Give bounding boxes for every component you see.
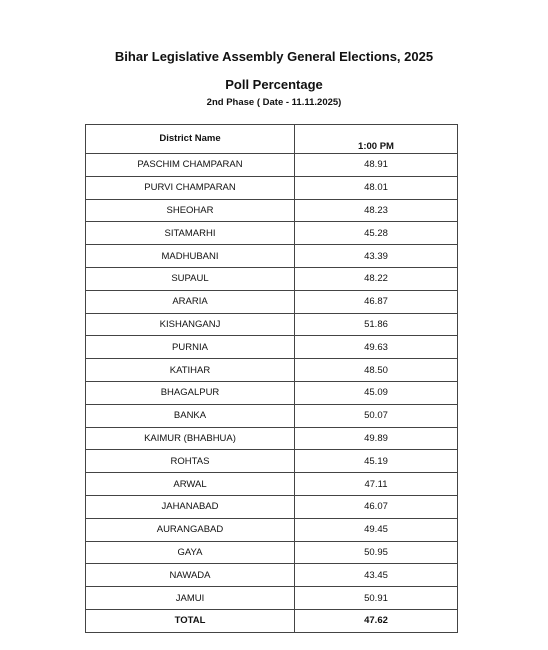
table-row [86,313,458,336]
total-label-cell: TOTAL [86,609,295,632]
poll-percentage-cell: 43.39 [295,245,458,268]
table-row [86,222,458,245]
district-name-cell: PASCHIM CHAMPARAN [86,154,295,177]
district-name-cell: NAWADA [86,564,295,587]
poll-percentage-cell: 46.07 [295,495,458,518]
district-name-cell: ARWAL [86,473,295,496]
table-row [86,290,458,313]
poll-percentage-cell: 51.86 [295,313,458,336]
table-row [86,518,458,541]
district-name-cell: AURANGABAD [86,518,295,541]
phase-date-line: 2nd Phase ( Date - 11.11.2025) [206,97,342,108]
table-row [86,450,458,473]
table-row [86,587,458,610]
total-percentage-cell: 47.62 [295,609,458,632]
district-name-cell: KISHANGANJ [86,313,295,336]
poll-percentage-cell: 48.50 [295,359,458,382]
poll-percentage-cell: 43.45 [295,564,458,587]
district-name-cell: JAHANABAD [86,495,295,518]
poll-percentage-cell: 45.09 [295,381,458,404]
poll-percentage-cell: 45.19 [295,450,458,473]
poll-percentage-cell: 45.28 [295,222,458,245]
poll-percentage-cell: 50.95 [295,541,458,564]
district-name-cell: SUPAUL [86,267,295,290]
table-row [86,336,458,359]
poll-percentage-cell: 48.91 [295,154,458,177]
district-name-cell: KATIHAR [86,359,295,382]
district-name-cell: MADHUBANI [86,245,295,268]
table-row [86,359,458,382]
poll-percentage-cell: 49.45 [295,518,458,541]
table-header-row [86,125,458,154]
district-name-cell: JAMUI [86,587,295,610]
district-name-cell: BANKA [86,404,295,427]
table-row [86,427,458,450]
poll-percentage-cell: 47.11 [295,473,458,496]
poll-percentage-cell: 49.89 [295,427,458,450]
table-row [86,381,458,404]
poll-percentage-cell: 48.23 [295,199,458,222]
district-name-cell: PURVI CHAMPARAN [86,176,295,199]
poll-percentage-cell: 49.63 [295,336,458,359]
document-title: Bihar Legislative Assembly General Elections, 2025 [114,49,434,64]
table-row [86,473,458,496]
district-name-cell: SITAMARHI [86,222,295,245]
table-row [86,154,458,177]
table-row [86,564,458,587]
district-name-cell: GAYA [86,541,295,564]
district-name-cell: ROHTAS [86,450,295,473]
document-subtitle: Poll Percentage [225,77,323,92]
table-row [86,176,458,199]
table-row [86,267,458,290]
district-name-cell: ARARIA [86,290,295,313]
poll-percentage-cell: 48.22 [295,267,458,290]
poll-percentage-cell: 46.87 [295,290,458,313]
district-name-cell: KAIMUR (BHABHUA) [86,427,295,450]
district-name-cell: SHEOHAR [86,199,295,222]
table-row [86,495,458,518]
table-row [86,199,458,222]
table-row [86,245,458,268]
poll-percentage-cell: 50.07 [295,404,458,427]
district-name-cell: BHAGALPUR [86,381,295,404]
table-row [86,404,458,427]
poll-percentage-table [85,124,458,633]
district-name-cell: PURNIA [86,336,295,359]
poll-percentage-cell: 50.91 [295,587,458,610]
column-header-time: 1:00 PM [295,125,458,154]
poll-percentage-cell: 48.01 [295,176,458,199]
total-row [86,609,458,632]
table-body [86,154,458,633]
column-header-district: District Name [86,125,295,154]
table-row [86,541,458,564]
